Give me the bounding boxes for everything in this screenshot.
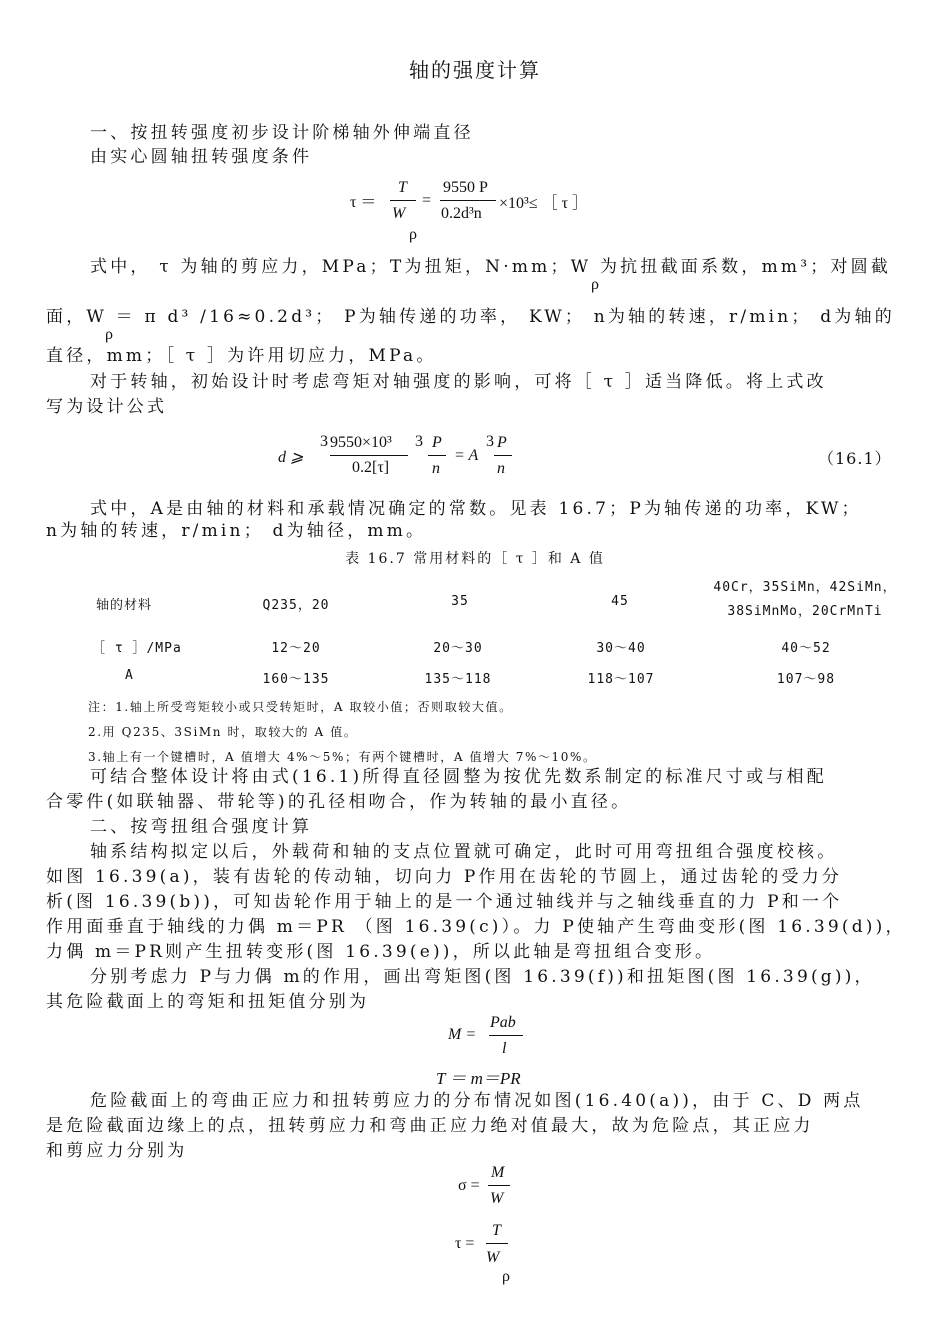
section2-p1: 轴系结构拟定以后，外载荷和轴的支点位置就可确定，此时可用弯扭组合强度校核。	[90, 842, 838, 862]
f2-root3: 3	[486, 433, 494, 450]
section2-p2: 如图 16.39(a)，装有齿轮的传动轴，切向力 P作用在齿轮的节圆上，通过齿轮的受力分	[46, 867, 843, 887]
para1-rho1: ρ	[591, 276, 599, 293]
para1-line1: 式中， τ 为轴的剪应力，MPa；T为扭矩，N·mm；W 为抗扭截面系数，mm³；对圆截	[90, 257, 892, 277]
row-A-label: A	[125, 668, 134, 683]
para3-line2: n为轴的转速，r/min； d为轴径，mm。	[46, 521, 427, 541]
th-alloy-2: 38SiMnMo，20CrMnTi	[727, 604, 883, 619]
para1-rho2: ρ	[105, 326, 113, 343]
para4-line2: 合零件(如联轴器、带轮等)的孔径相吻合，作为转轴的最小直径。	[46, 792, 632, 812]
table-caption: 表 16.7 常用材料的［ τ ］和 A 值	[345, 551, 605, 567]
f2-root2: 3	[415, 433, 423, 450]
ftau-num: T	[492, 1222, 501, 1239]
f2-number: （16.1）	[818, 449, 892, 468]
row-A-35: 135～118	[424, 672, 492, 687]
table-note-1: 注：1.轴上所受弯矩较小或只受转矩时，A 取较小值；否则取较大值。	[88, 700, 513, 714]
table-note-3: 3.轴上有一个键槽时，A 值增大 4%～5%；有两个键槽时，A 值增大 7%～10%。	[88, 750, 597, 764]
table-note-2: 2.用 Q235、3SiMn 时，取较大的 A 值。	[88, 725, 358, 739]
f1-lhs: τ ＝	[350, 194, 377, 211]
section1-heading: 一、按扭转强度初步设计阶梯轴外伸端直径	[90, 123, 474, 143]
section2-p8: 危险截面上的弯曲正应力和扭转剪应力的分布情况如图(16.40(a))，由于 C、D 两点	[90, 1091, 864, 1111]
f2-root1: 3	[320, 433, 328, 450]
para2-line1: 对于转轴，初始设计时考虑弯矩对轴强度的影响，可将［ τ ］适当降低。将上式改	[90, 372, 827, 392]
row-A-q235: 160～135	[262, 672, 330, 687]
formula-T: T ＝ m＝PR	[436, 1069, 521, 1088]
para2-line2: 写为设计公式	[46, 397, 168, 417]
th-q235: Q235，20	[262, 598, 330, 613]
f2-num1: 9550×10³	[330, 434, 392, 451]
f1-eq: =	[422, 192, 432, 209]
section2-p5: 力偶 m＝PR则产生扭转变形(图 16.39(e))，所以此轴是弯扭组合变形。	[46, 942, 716, 962]
row-tau-alloy: 40～52	[781, 641, 831, 656]
row-tau-35: 20～30	[433, 641, 483, 656]
page-title: 轴的强度计算	[409, 58, 541, 82]
fM-num: Pab	[490, 1014, 516, 1031]
para1-line2: 面，W ＝ π d³ /16≈0.2d³； P为轴传递的功率， KW； n为轴的转速，r/min； d为轴的	[46, 307, 895, 327]
f1-den: 0.2d³n	[441, 205, 482, 222]
f2-n2: n	[497, 460, 505, 477]
row-tau-45: 30～40	[596, 641, 646, 656]
row-A-45: 118～107	[587, 672, 655, 687]
row-A-alloy: 107～98	[776, 672, 836, 687]
row-tau-q235: 12～20	[271, 641, 321, 656]
th-alloy-1: 40Cr，35SiMn，42SiMn，	[713, 580, 897, 595]
f2-n: n	[432, 460, 440, 477]
th-material: 轴的材料	[96, 598, 153, 613]
f2-den1: 0.2[τ]	[352, 459, 390, 476]
fM-den: l	[502, 1040, 507, 1057]
f2-eqA: = A	[454, 447, 479, 464]
f1-num: 9550 P	[443, 179, 488, 196]
ftau-rho: ρ	[502, 1268, 510, 1285]
section2-heading: 二、按弯扭组合强度计算	[90, 817, 313, 837]
ftau-den: W	[486, 1249, 500, 1266]
section2-p7: 其危险截面上的弯矩和扭矩值分别为	[46, 992, 370, 1012]
f1-T: T	[398, 179, 407, 196]
section2-p9: 是危险截面边缘上的点，扭转剪应力和弯曲正应力绝对值最大，故为危险点，其正应力	[46, 1116, 814, 1136]
section1-intro: 由实心圆轴扭转强度条件	[90, 147, 313, 167]
f1-W: W	[392, 205, 406, 222]
th-35: 35	[451, 594, 469, 609]
fM-lhs: M =	[448, 1026, 477, 1043]
ftau-lhs: τ =	[455, 1235, 475, 1252]
section2-p10: 和剪应力分别为	[46, 1141, 188, 1161]
para1-line3: 直径，mm；［ τ ］为许用切应力，MPa。	[46, 346, 437, 366]
f2-P2: P	[497, 434, 507, 451]
fsigma-num: M	[491, 1164, 505, 1181]
para3-line1: 式中，A是由轴的材料和承载情况确定的常数。见表 16.7；P为轴传递的功率，KW；	[90, 499, 862, 519]
para4-line1: 可结合整体设计将由式(16.1)所得直径圆整为按优先数系制定的标准尺寸或与相配	[90, 767, 827, 787]
f1-rho: ρ	[409, 226, 417, 243]
th-45: 45	[611, 594, 629, 609]
section2-p4: 作用面垂直于轴线的力偶 m＝PR （图 16.39(c)）。力 P使轴产生弯曲变形(图 16.39(d))，	[46, 917, 906, 937]
section2-p6: 分别考虑力 P与力偶 m的作用，画出弯矩图(图 16.39(f))和扭矩图(图 16.39(g))，	[90, 967, 875, 987]
row-tau-label: ［ τ ］/MPa	[92, 641, 182, 656]
fsigma-den: W	[490, 1190, 504, 1207]
f1-mult: ×10³≤ ［ τ ］	[499, 195, 589, 212]
section2-p3: 析(图 16.39(b))，可知齿轮作用于轴上的是一个通过轴线并与之轴线垂直的力 P和一个	[46, 892, 843, 912]
fsigma-lhs: σ =	[458, 1177, 480, 1194]
f2-d: d ⩾	[278, 449, 304, 466]
f2-P: P	[432, 434, 442, 451]
